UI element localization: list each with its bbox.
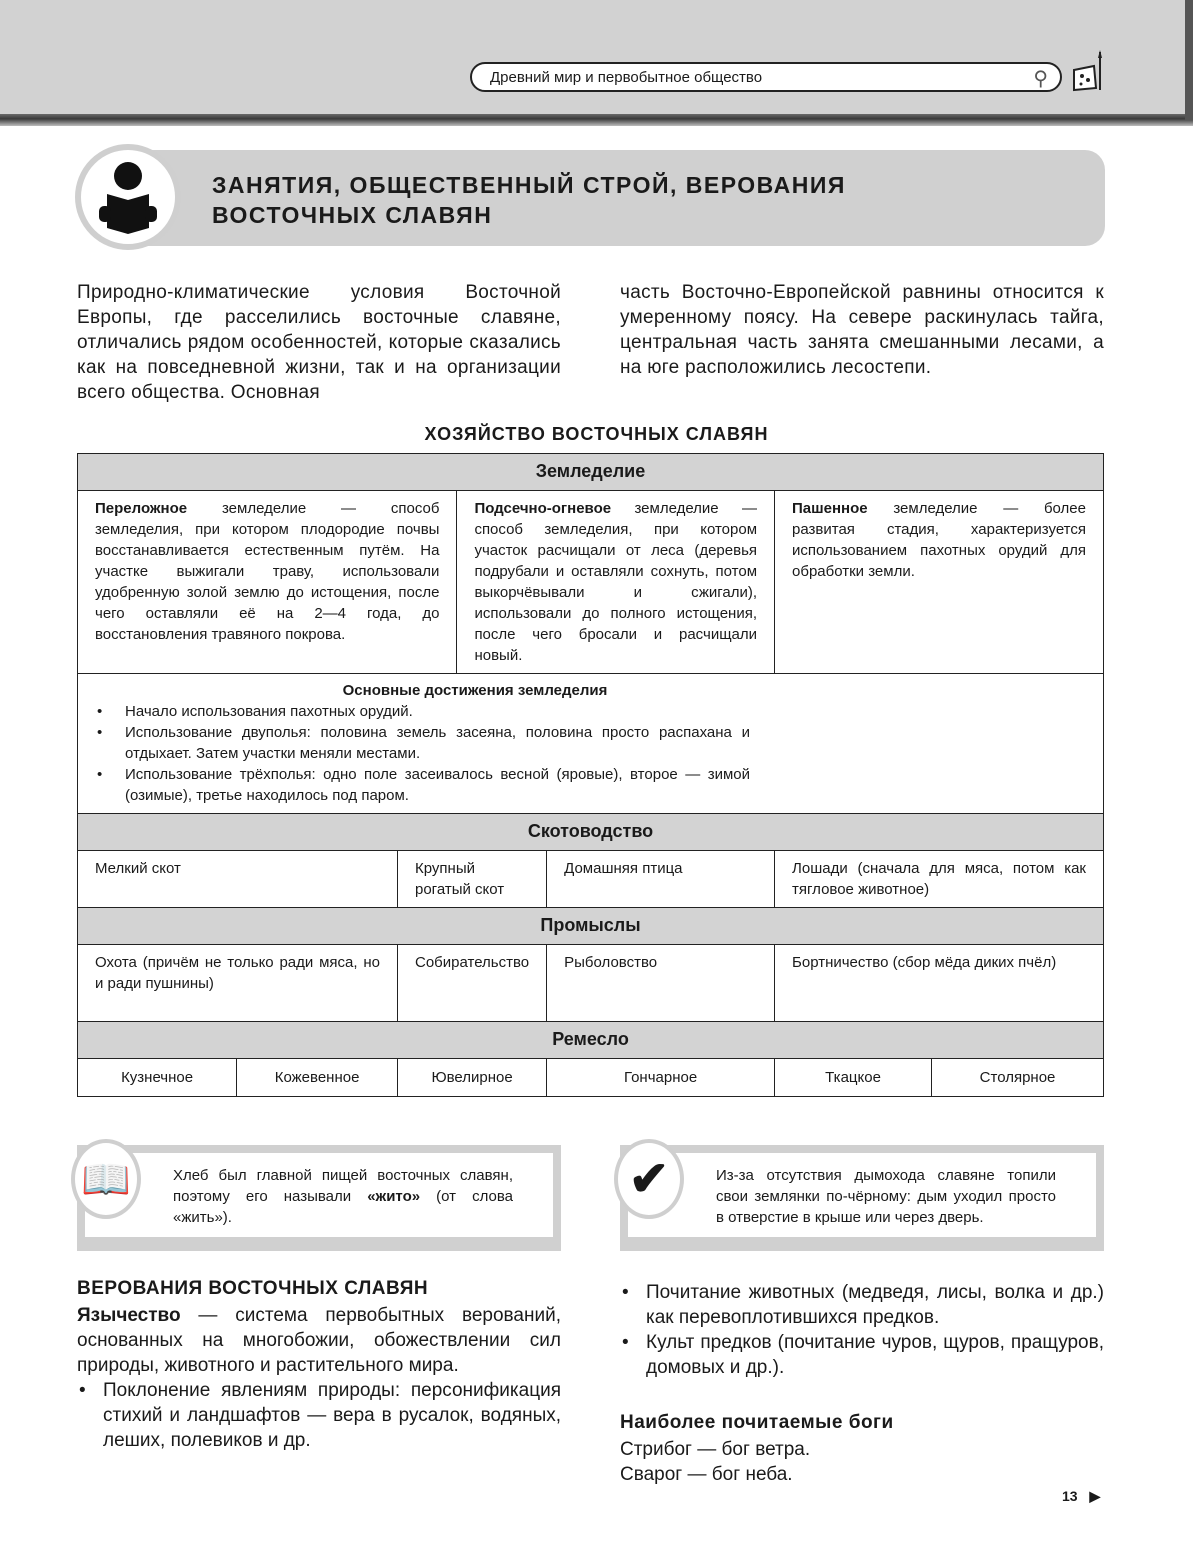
callout-text: (от слова «жить»). xyxy=(173,1188,513,1226)
agri-cell xyxy=(457,491,775,674)
craft-cell: Кожевенное xyxy=(237,1059,398,1097)
achievements-title: Основные достижения земледелия xyxy=(342,682,608,699)
header-agriculture: Земледелие xyxy=(78,454,1104,491)
term: Пашенное xyxy=(792,500,868,517)
section-title: Древний мир и первобытное общество xyxy=(490,69,763,86)
livestock-cell: Лошади (сначала для мяса, потом как тягловое животное) xyxy=(775,851,1104,908)
fact-callout-bread xyxy=(77,1145,561,1251)
achievements-cell xyxy=(78,674,1104,814)
craft-cell: Ювелирное xyxy=(398,1059,547,1097)
list-item: • Поклонение явлениям природы: персонификация стихий и ландшафтов — вера в русалок, водяных, леших, полевиков и др. xyxy=(77,1378,561,1453)
intro-right: часть Восточно-Европейской равнины относится к умеренному поясу. На севере раскинулась тайга, центральная часть занята смешанными лесами, а на юге расположились лесостепи. xyxy=(620,282,1104,378)
desc: земледелие — способ земледелия, при котором участок расчищали от леса (деревья подрубали и оставляли сохнуть, потом выкорчёвывали и сжигали), использовали до полного истощения, после чего бросали и расчищали новый. xyxy=(474,500,758,664)
magnifier-icon: ⚲ xyxy=(1033,68,1048,90)
list-item: • Культ предков (почитание чуров, щуров, пращуров, домовых и др.). xyxy=(620,1330,1104,1380)
term: Подсечно-огневое xyxy=(474,500,612,517)
next-arrow-icon: ▶ xyxy=(1089,1488,1101,1504)
achievements-list xyxy=(95,701,1086,806)
header-divider xyxy=(0,114,1193,126)
livestock-cell: Мелкий скот xyxy=(78,851,398,908)
list-item: • Начало использования пахотных орудий. xyxy=(95,701,750,722)
trade-cell: Охота (причём не только ради мяса, но и ради пушнины) xyxy=(78,945,398,1022)
callout-text: Хлеб был главной пищей восточных славян, поэтому его называли xyxy=(173,1167,513,1205)
page-title xyxy=(212,170,846,230)
list-item: • Использование трёхполья: одно поле засеивалось весной (яровые), второе — зимой (озимые), третье находилось под паром. xyxy=(95,764,750,806)
list-item: • Почитание животных (медведя, лисы, волка и др.) как перевоплотившихся предков. xyxy=(620,1280,1104,1330)
header-edge xyxy=(1185,0,1193,120)
trade-cell: Рыболовство xyxy=(547,945,775,1022)
gods-heading: Наиболее почитаемые боги xyxy=(620,1412,894,1433)
page-number-text: 13 xyxy=(1062,1488,1078,1504)
title-icon-circle xyxy=(75,144,181,250)
craft-cell: Гончарное xyxy=(547,1059,775,1097)
callout-bold: «жито» xyxy=(367,1188,421,1205)
agri-cell xyxy=(775,491,1104,674)
header-band xyxy=(0,0,1193,116)
callout-text: Из-за отсутствия дымохода славяне топили свои землянки по-чёрному: дым уходил просто в отверстие в крыше или через дверь. xyxy=(628,1153,1096,1237)
section-search-bar xyxy=(470,62,1062,92)
trade-cell: Бортничество (сбор мёда диких пчёл) xyxy=(775,945,1104,1022)
craft-cell: Столярное xyxy=(932,1059,1104,1097)
craft-cell: Ткацкое xyxy=(775,1059,932,1097)
list-item: • Использование двуполья: половина земель засеяна, половина просто распахана и отдыхает. Затем участки меняли местами. xyxy=(95,722,750,764)
god-item: Сварог — бог неба. xyxy=(620,1464,793,1485)
header-livestock: Скотоводство xyxy=(78,814,1104,851)
god-item: Стрибог — бог ветра. xyxy=(620,1439,811,1460)
trade-cell: Собирательство xyxy=(398,945,547,1022)
reader-icon xyxy=(81,150,175,244)
beliefs-left xyxy=(77,1276,561,1453)
livestock-cell: Крупный рогатый скот xyxy=(398,851,547,908)
livestock-cell: Домашняя птица xyxy=(547,851,775,908)
craft-cell: Кузнечное xyxy=(78,1059,237,1097)
header-trades: Промыслы xyxy=(78,908,1104,945)
title-line: ВОСТОЧНЫХ СЛАВЯН xyxy=(212,202,493,228)
checkmark-icon: ✔ xyxy=(614,1139,684,1219)
definition: — система первобытных верований, основанных на многобожии, обожествлении сил природы, животного и растительного мира. xyxy=(77,1305,561,1376)
book-icon: 📖 xyxy=(71,1139,141,1219)
desc: земледелие — более развитая стадия, характеризуется использованием пахотных орудий для обработки земли. xyxy=(792,500,1086,580)
term: Язычество xyxy=(77,1305,181,1326)
term: Переложное xyxy=(95,500,188,517)
agri-cell xyxy=(78,491,457,674)
beliefs-right xyxy=(620,1280,1104,1487)
header-handicraft: Ремесло xyxy=(78,1022,1104,1059)
economy-table xyxy=(77,453,1104,1097)
intro-left: Природно-климатические условия Восточной Европы, где расселились восточные славяне, отличались рядом особенностей, которые сказались как на повседневной жизни, так и на организации всего общества. Основная xyxy=(77,282,561,403)
fact-callout-smoke xyxy=(620,1145,1104,1251)
title-line: ЗАНЯТИЯ, ОБЩЕСТВЕННЫЙ СТРОЙ, ВЕРОВАНИЯ xyxy=(212,172,846,198)
desc: земледелие — способ земледелия, при котором плодородие почвы восстанавливается естественным путём. На участке выжигали траву, использовали удобренную золой землю до истощения, после чего оставляли её на 2—4 года, до восстановления травяного покрова. xyxy=(95,500,440,643)
table-title: ХОЗЯЙСТВО ВОСТОЧНЫХ СЛАВЯН xyxy=(424,424,769,444)
cave-art-icon xyxy=(1070,48,1106,94)
page-number xyxy=(1062,1488,1100,1505)
beliefs-heading: ВЕРОВАНИЯ ВОСТОЧНЫХ СЛАВЯН xyxy=(77,1278,429,1299)
